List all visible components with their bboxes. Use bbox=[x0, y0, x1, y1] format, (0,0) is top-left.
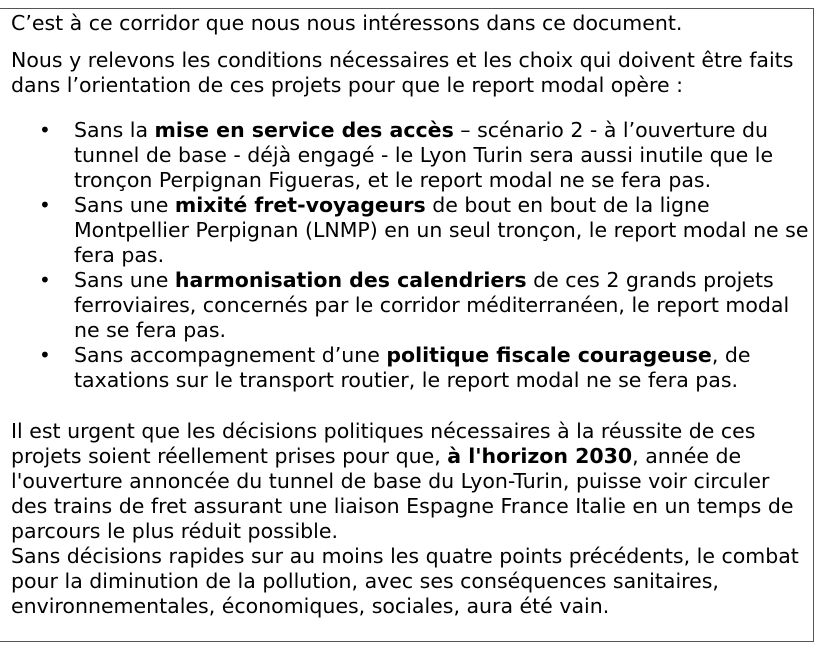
list-item-text: Sans la bbox=[74, 118, 155, 142]
intro-paragraph: C’est à ce corridor que nous nous intéressons dans ce document. bbox=[11, 11, 683, 35]
list-item-text: Sans accompagnement d’une bbox=[74, 343, 387, 367]
conditions-list bbox=[11, 118, 811, 393]
list-item-emphasis: politique fiscale courageuse bbox=[386, 343, 712, 367]
list-item bbox=[11, 268, 811, 343]
list-item-text: de ces 2 grands projets ferroviaires, concernés par le corridor méditerranéen, le report modal ne se fera pas. bbox=[74, 268, 790, 342]
final-paragraph: Sans décisions rapides sur au moins les quatre points précédents, le combat pour la diminution de la pollution, avec ses conséquences sanitaires, environnementales, économiques, sociales, aura été vain. bbox=[11, 544, 799, 618]
list-item bbox=[11, 343, 811, 393]
conclusion-emphasis: à l'horizon 2030 bbox=[447, 444, 633, 468]
list-item-text: , de taxations sur le transport routier, le report modal ne se fera pas. bbox=[74, 343, 751, 392]
list-item bbox=[11, 193, 811, 268]
list-item-emphasis: mise en service des accès bbox=[154, 118, 454, 142]
bullet-icon: • bbox=[39, 193, 51, 217]
conclusion-text: Il est urgent que les décisions politiques nécessaires à la réussite de ces projets soient réellement prises pour que, bbox=[11, 419, 756, 468]
list-item bbox=[11, 118, 811, 193]
list-item-emphasis: mixité fret-voyageurs bbox=[174, 193, 426, 217]
list-item-text: Sans une bbox=[74, 268, 175, 292]
list-item-text: – scénario 2 - à l’ouverture du tunnel de base - déjà engagé - le Lyon Turin sera aussi inutile que le tronçon Perpignan Figueras, et le report modal ne se fera pas. bbox=[74, 118, 774, 192]
conclusion-text: , année de l'ouverture annoncée du tunnel de base du Lyon-Turin, puisse voir circuler des trains de fret assurant une liaison Espagne France Italie en un temps de parcours le plus réduit possible. bbox=[11, 444, 794, 543]
list-item-text: de bout en bout de la ligne Montpellier Perpignan (LNMP) en un seul tronçon, le report modal ne se fera pas. bbox=[74, 193, 809, 267]
conclusion-paragraph bbox=[11, 419, 811, 544]
bullet-icon: • bbox=[39, 118, 51, 142]
bullet-icon: • bbox=[39, 268, 51, 292]
list-item-text: Sans une bbox=[74, 193, 175, 217]
list-item-emphasis: harmonisation des calendriers bbox=[174, 268, 527, 292]
bullet-icon: • bbox=[39, 343, 51, 367]
document-body bbox=[11, 11, 811, 619]
conditions-paragraph: Nous y relevons les conditions nécessaires et les choix qui doivent être faits dans l’orientation de ces projets pour que le report modal opère : bbox=[11, 48, 794, 97]
